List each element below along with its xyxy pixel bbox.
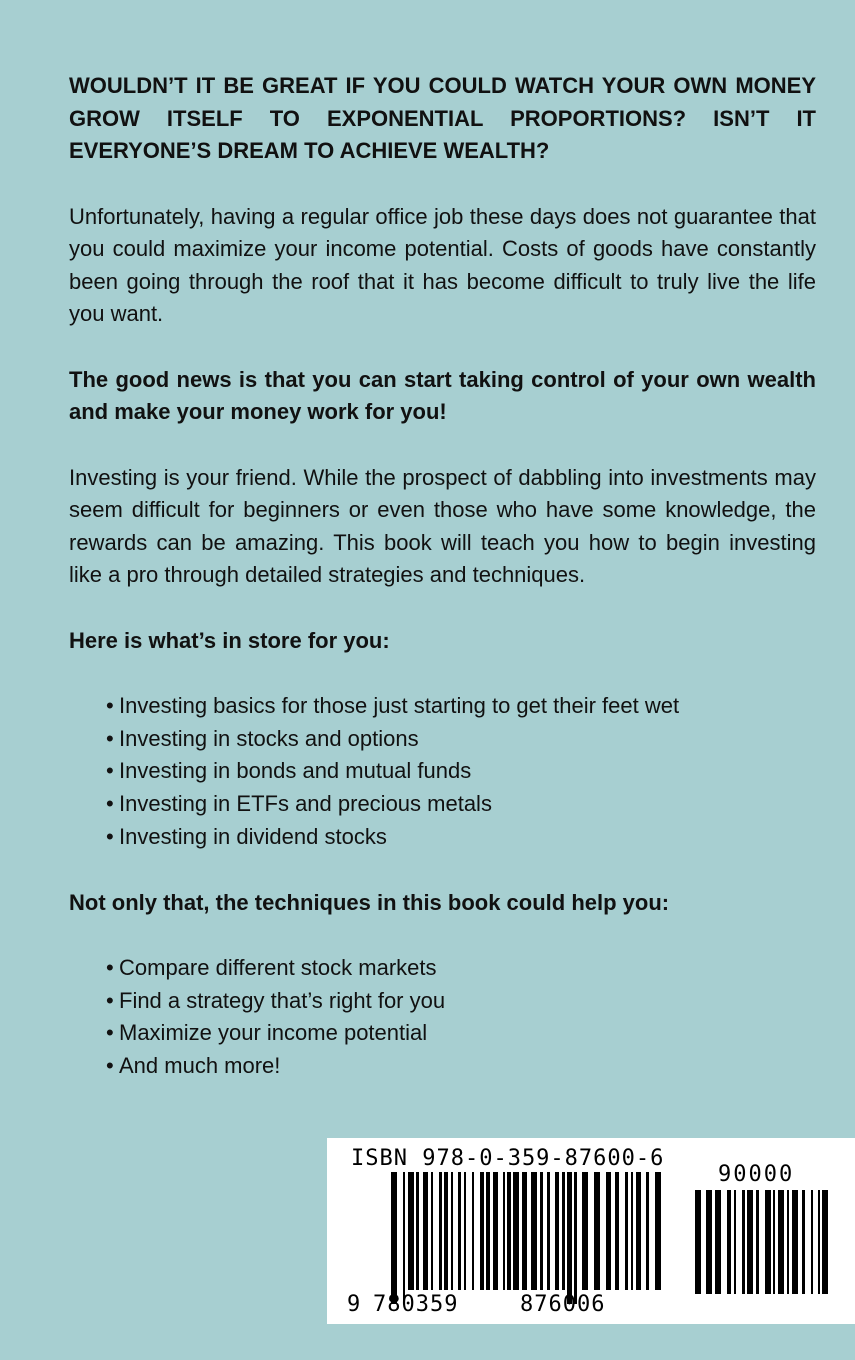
bullet-icon: • [106, 725, 114, 751]
bullet-icon: • [106, 758, 114, 784]
bullet-icon: • [106, 1020, 114, 1046]
barcode-bar [756, 1190, 759, 1294]
barcode-bar [408, 1172, 414, 1290]
barcode-bar [655, 1172, 661, 1290]
ean-first-digit: 9 [347, 1292, 361, 1317]
barcode-bar [646, 1172, 649, 1290]
barcode-bar [567, 1172, 572, 1304]
barcode-bar [695, 1190, 701, 1294]
barcode-bar [493, 1172, 498, 1290]
barcode-bar [631, 1172, 633, 1290]
barcode-bar [503, 1172, 505, 1290]
barcode-bar [822, 1190, 828, 1294]
list-item: • Investing basics for those just starting to get their feet wet [106, 690, 816, 723]
barcode-bar [431, 1172, 433, 1290]
list-item: • Investing in bonds and mutual funds [106, 755, 816, 788]
barcode-bar [531, 1172, 537, 1290]
headline: WOULDN’T IT BE GREAT IF YOU COULD WATCH YOUR OWN MONEY GROW ITSELF TO EXPONENTIAL PROPORTIONS? ISN’T IT EVERYONE’S DREAM TO ACHIEVE WEALTH? [69, 73, 816, 163]
barcode-bar [513, 1172, 519, 1290]
ean-right-group: 876006 [520, 1292, 606, 1317]
barcode-bar [765, 1190, 771, 1294]
barcode-bar [802, 1190, 805, 1294]
barcode-bar [403, 1172, 405, 1304]
intro-paragraph: Unfortunately, having a regular office job these days does not guarantee that you could maximize your income potential. Costs of goods have constantly been going through the roof that it has become difficult to truly live the life you want. [69, 203, 816, 326]
barcode-bar [486, 1172, 490, 1290]
barcode-bar [547, 1172, 550, 1290]
barcode-bar [464, 1172, 466, 1290]
techniques-list [106, 952, 816, 1083]
barcode-bar [773, 1190, 775, 1294]
barcode-bar [480, 1172, 484, 1290]
section-heading-in-store: Here is what’s in store for you: [69, 627, 390, 653]
barcode-bar [562, 1172, 565, 1290]
barcode-bar [507, 1172, 511, 1290]
back-cover-text [69, 70, 816, 1083]
barcode-bar [734, 1190, 736, 1294]
isbn-barcode [327, 1138, 855, 1324]
list-item: • Investing in ETFs and precious metals [106, 788, 816, 821]
barcode-bar [522, 1172, 527, 1290]
barcode-bar [391, 1172, 397, 1304]
barcode-bar [636, 1172, 641, 1290]
barcode-bar [439, 1172, 442, 1290]
bullet-icon: • [106, 693, 114, 718]
barcode-bar [458, 1172, 461, 1290]
barcode-bar [555, 1172, 559, 1290]
barcode-bar [706, 1190, 712, 1294]
barcode-bar [594, 1172, 600, 1290]
barcode-bar [606, 1172, 611, 1290]
barcode-bar [540, 1172, 543, 1290]
barcode-bar [615, 1172, 619, 1290]
ean-left-group: 780359 [373, 1292, 459, 1317]
barcode-bar [451, 1172, 453, 1290]
barcode-bar [416, 1172, 419, 1290]
list-item: • And much more! [106, 1050, 816, 1083]
barcode-bar [423, 1172, 428, 1290]
barcode-bar [727, 1190, 731, 1294]
in-store-list [106, 690, 816, 854]
bullet-icon: • [106, 791, 114, 817]
isbn-label: ISBN 978-0-359-87600-6 [351, 1146, 665, 1171]
bullet-icon: • [106, 987, 114, 1013]
list-item: • Investing in dividend stocks [106, 821, 816, 854]
investing-paragraph: Investing is your friend. While the prospect of dabbling into investments may seem difficult for beginners or even those who have some knowledge, the rewards can be amazing. This book will teach you how to begin investing like a pro through detailed strategies and techniques. [69, 464, 816, 587]
barcode-bar [747, 1190, 753, 1294]
barcode-bar [818, 1190, 820, 1294]
barcode-bar [472, 1172, 474, 1290]
barcode-bar [811, 1190, 813, 1294]
barcode-bar [574, 1172, 577, 1304]
list-item: • Maximize your income potential [106, 1017, 816, 1050]
section-heading-techniques: Not only that, the techniques in this book could help you: [69, 889, 670, 915]
barcode-bar [778, 1190, 784, 1294]
barcode-bar [715, 1190, 721, 1294]
barcode-bar [792, 1190, 798, 1294]
bullet-icon: • [106, 823, 114, 849]
barcode-bar [444, 1172, 448, 1290]
list-item: • Find a strategy that’s right for you [106, 985, 816, 1018]
price-code: 90000 [718, 1162, 795, 1187]
barcode-bar [787, 1190, 789, 1294]
barcode-bar [625, 1172, 628, 1290]
list-item: • Compare different stock markets [106, 952, 816, 985]
good-news-paragraph: The good news is that you can start taking control of your own wealth and make your money work for you! [69, 366, 816, 424]
bullet-icon: • [106, 1053, 114, 1079]
barcode-bar [742, 1190, 745, 1294]
barcode-bar [582, 1172, 588, 1290]
bullet-icon: • [106, 955, 114, 981]
list-item: • Investing in stocks and options [106, 723, 816, 756]
